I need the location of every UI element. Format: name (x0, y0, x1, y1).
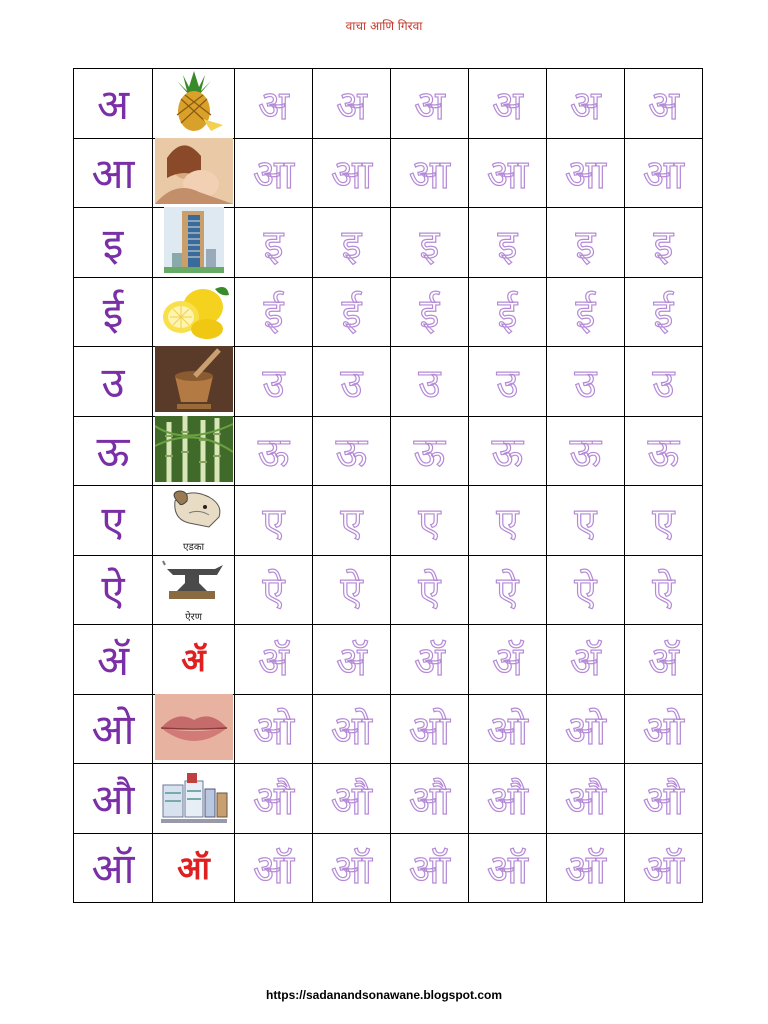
grid-row (74, 208, 703, 278)
vowel-letter: ॲ (74, 625, 153, 695)
vowel-letter: ऑ (74, 833, 153, 903)
trace-letter[interactable]: ए (313, 486, 391, 556)
picture-cell (153, 486, 235, 556)
trace-letter[interactable]: ॲ (391, 625, 469, 695)
picture-cell (153, 764, 235, 834)
trace-letter[interactable]: ओ (624, 694, 702, 764)
picture-caption: एडका (182, 542, 205, 554)
trace-letter[interactable]: ऑ (468, 833, 546, 903)
trace-letter[interactable]: उ (546, 347, 624, 417)
trace-letter[interactable]: आ (391, 138, 469, 208)
trace-letter[interactable]: अ (313, 69, 391, 139)
trace-letter[interactable]: औ (235, 764, 313, 834)
picture-cell (153, 833, 235, 903)
trace-letter[interactable]: आ (313, 138, 391, 208)
vowel-letter: ई (74, 277, 153, 347)
picture-cell (153, 555, 235, 625)
trace-letter[interactable]: ॲ (313, 625, 391, 695)
trace-letter[interactable]: ॲ (235, 625, 313, 695)
picture-cell (153, 138, 235, 208)
lips-icon (155, 694, 233, 764)
trace-letter[interactable]: ई (468, 277, 546, 347)
vowel-letter: उ (74, 347, 153, 417)
trace-letter[interactable]: ओ (468, 694, 546, 764)
trace-letter[interactable]: इ (235, 208, 313, 278)
trace-letter[interactable]: ऑ (235, 833, 313, 903)
grid-row (74, 138, 703, 208)
trace-letter[interactable]: ऊ (313, 416, 391, 486)
trace-letter[interactable]: इ (624, 208, 702, 278)
trace-letter[interactable]: ऐ (235, 555, 313, 625)
grid-row (74, 416, 703, 486)
vowel-letter: ओ (74, 694, 153, 764)
vowel-letter: ऊ (74, 416, 153, 486)
building-icon (164, 207, 224, 277)
trace-letter[interactable]: औ (313, 764, 391, 834)
trace-letter[interactable]: ए (391, 486, 469, 556)
trace-letter[interactable]: इ (468, 208, 546, 278)
trace-letter[interactable]: ॲ (546, 625, 624, 695)
trace-letter[interactable]: ऊ (546, 416, 624, 486)
trace-letter[interactable]: ऊ (391, 416, 469, 486)
trace-letter[interactable]: अ (624, 69, 702, 139)
trace-letter[interactable]: ऐ (391, 555, 469, 625)
vowel-letter: ए (74, 486, 153, 556)
trace-letter[interactable]: इ (546, 208, 624, 278)
picture-cell (153, 347, 235, 417)
mortar-pestle-icon (155, 346, 233, 416)
pineapple-icon (159, 69, 229, 137)
page-title: वाचा आणि गिरवा (345, 19, 423, 33)
trace-letter[interactable]: ई (313, 277, 391, 347)
trace-letter[interactable]: ऑ (546, 833, 624, 903)
vowel-letter: औ (74, 764, 153, 834)
trace-letter[interactable]: ऊ (235, 416, 313, 486)
trace-letter[interactable]: ऐ (313, 555, 391, 625)
trace-letter[interactable]: ए (624, 486, 702, 556)
trace-letter[interactable]: उ (235, 347, 313, 417)
trace-letter[interactable]: औ (624, 764, 702, 834)
trace-letter[interactable]: इ (313, 208, 391, 278)
trace-letter[interactable]: अ (546, 69, 624, 139)
trace-letter[interactable]: ई (235, 277, 313, 347)
lemon-icon (157, 279, 231, 345)
trace-letter[interactable]: उ (391, 347, 469, 417)
grid-row (74, 347, 703, 417)
trace-letter[interactable]: इ (391, 208, 469, 278)
trace-letter[interactable]: औ (468, 764, 546, 834)
medicines-icon (157, 763, 231, 833)
tracing-grid (73, 68, 703, 903)
trace-letter[interactable]: ई (624, 277, 702, 347)
picture-glyph: ऑ (177, 849, 210, 888)
trace-letter[interactable]: ओ (391, 694, 469, 764)
trace-letter[interactable]: ऊ (468, 416, 546, 486)
trace-letter[interactable]: उ (468, 347, 546, 417)
trace-letter[interactable]: अ (468, 69, 546, 139)
trace-letter[interactable]: ॲ (624, 625, 702, 695)
trace-letter[interactable]: ओ (546, 694, 624, 764)
grid-row (74, 833, 703, 903)
trace-letter[interactable]: ओ (313, 694, 391, 764)
grid-row (74, 69, 703, 139)
trace-letter[interactable]: ॲ (468, 625, 546, 695)
trace-letter[interactable]: ई (546, 277, 624, 347)
trace-letter[interactable]: ऐ (624, 555, 702, 625)
picture-glyph: ॲ (181, 640, 206, 679)
trace-letter[interactable]: ऑ (391, 833, 469, 903)
trace-letter[interactable]: आ (235, 138, 313, 208)
trace-letter[interactable]: आ (468, 138, 546, 208)
anvil-icon (159, 557, 229, 607)
vowel-letter: इ (74, 208, 153, 278)
trace-letter[interactable]: औ (546, 764, 624, 834)
picture-cell (153, 208, 235, 278)
trace-letter[interactable]: आ (546, 138, 624, 208)
picture-cell (153, 694, 235, 764)
trace-letter[interactable]: उ (313, 347, 391, 417)
vowel-letter: अ (74, 69, 153, 139)
trace-letter[interactable]: ऑ (313, 833, 391, 903)
vowel-letter: ऐ (74, 555, 153, 625)
vowel-letter: आ (74, 138, 153, 208)
trace-letter[interactable]: उ (624, 347, 702, 417)
trace-letter[interactable]: ए (546, 486, 624, 556)
ram-icon (159, 487, 229, 537)
trace-letter[interactable]: अ (391, 69, 469, 139)
trace-letter[interactable]: ए (235, 486, 313, 556)
mother-child-icon (155, 138, 233, 208)
trace-letter[interactable]: ई (391, 277, 469, 347)
grid-row (74, 486, 703, 556)
picture-cell (153, 625, 235, 695)
grid-row (74, 555, 703, 625)
sugarcane-icon (155, 416, 233, 486)
footer-url: https://sadanandsonawane.blogspot.com (265, 988, 503, 1002)
grid-row (74, 694, 703, 764)
picture-caption: ऐरण (185, 611, 202, 623)
grid-row (74, 625, 703, 695)
grid-row (74, 764, 703, 834)
trace-letter[interactable]: आ (624, 138, 702, 208)
trace-letter[interactable]: अ (235, 69, 313, 139)
trace-letter[interactable]: ऑ (624, 833, 702, 903)
grid-row (74, 277, 703, 347)
trace-letter[interactable]: ओ (235, 694, 313, 764)
picture-cell (153, 277, 235, 347)
picture-cell (153, 416, 235, 486)
trace-letter[interactable]: ऐ (468, 555, 546, 625)
trace-letter[interactable]: ऐ (546, 555, 624, 625)
picture-cell (153, 69, 235, 139)
trace-letter[interactable]: औ (391, 764, 469, 834)
trace-letter[interactable]: ए (468, 486, 546, 556)
trace-letter[interactable]: ऊ (624, 416, 702, 486)
